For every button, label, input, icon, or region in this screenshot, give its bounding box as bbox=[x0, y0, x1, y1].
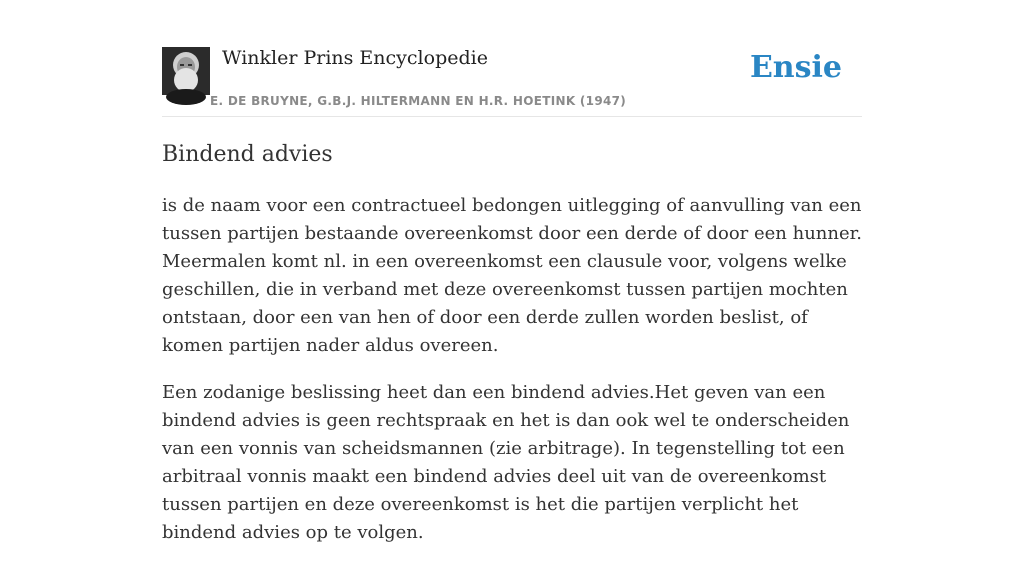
site-header bbox=[162, 0, 862, 117]
paragraph: Een zodanige beslissing heet dan een bindend advies.Het geven van een bindend advies is geen rechtspraak en het is dan ook wel te onderscheiden van een vonnis van scheidsmannen (zie arbitrage). In tegenstelling tot een arbitraal vonnis maakt een bindend advies deel uit van de overeenkomst tussen partijen en deze overeenkomst is het die partijen verplicht het bindend advies op te volgen. bbox=[162, 382, 850, 543]
authors-credit: E. DE BRUYNE, G.B.J. HILTERMANN EN H.R. HOETINK (1947) bbox=[210, 94, 627, 108]
content-container bbox=[162, 0, 862, 543]
portrait-photo-icon bbox=[162, 47, 210, 95]
entry-title: Bindend advies bbox=[162, 142, 333, 167]
entry-body bbox=[162, 192, 862, 566]
avatar[interactable] bbox=[162, 47, 210, 95]
brand-logo[interactable]: Ensie bbox=[749, 50, 842, 85]
paragraph: is de naam voor een contractueel bedongen uitlegging of aanvulling van een tussen partijen bestaande overeenkomst door een derde of door een hunner. Meermalen komt nl. in een overeenkomst een clausule voor, volgens welke geschillen, die in verband met deze overeenkomst tussen partijen mochten ontstaan, door een van hen of door een derde zullen worden beslist, of komen partijen nader aldus overeen. bbox=[162, 195, 862, 356]
site-title[interactable]: Winkler Prins Encyclopedie bbox=[222, 47, 488, 69]
